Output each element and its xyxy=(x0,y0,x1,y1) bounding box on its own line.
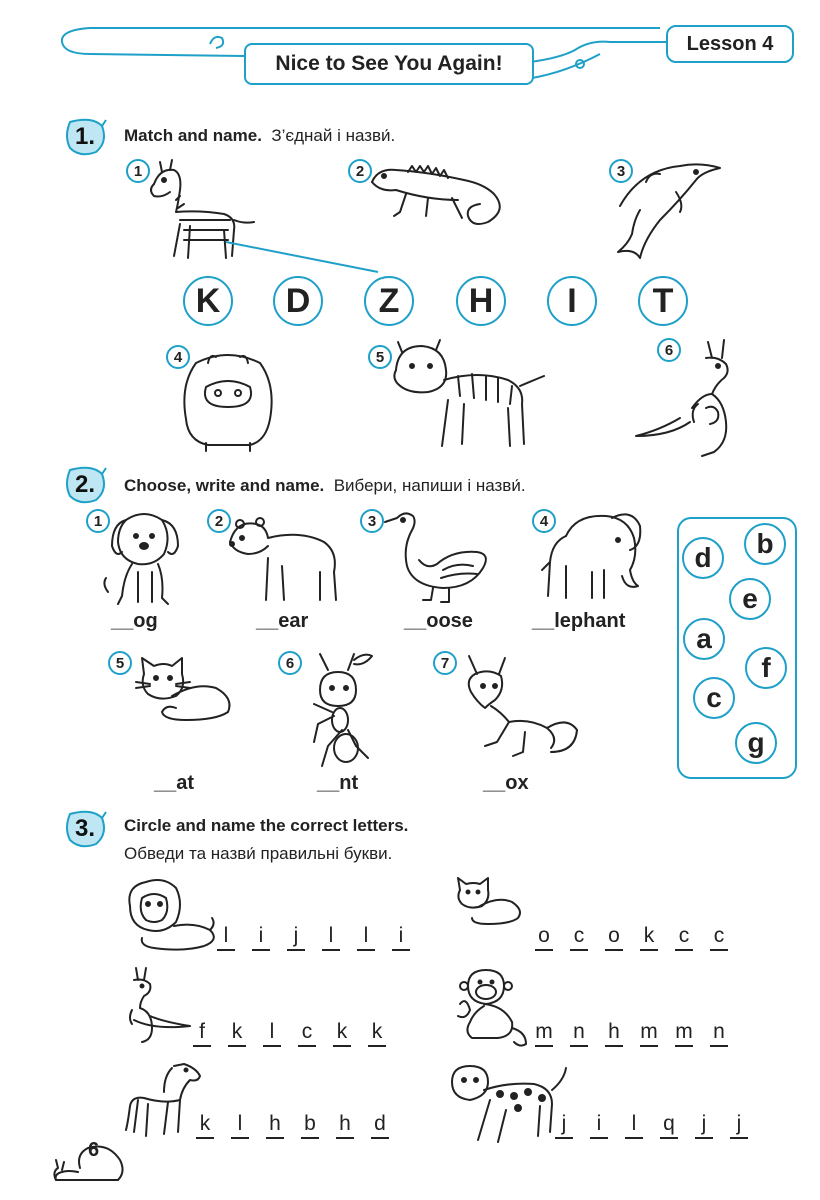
word-blank-fox[interactable]: __ox xyxy=(483,772,529,794)
letter-choice-row4-1[interactable]: m xyxy=(535,1020,553,1047)
letter-choice-row1-4[interactable]: l xyxy=(322,924,340,951)
letter-choice-row4-5[interactable]: m xyxy=(675,1020,693,1047)
letter-choice-row1-2[interactable]: i xyxy=(252,924,270,951)
cat-small-icon xyxy=(454,876,524,926)
dog-icon xyxy=(98,506,194,610)
kangaroo-small-icon xyxy=(124,966,194,1046)
letter-option-z[interactable]: Z xyxy=(364,276,414,326)
task2-title-ua: Вибери, напиши і назви́. xyxy=(333,476,526,495)
letter-choice-row5-1[interactable]: k xyxy=(196,1112,214,1139)
cat-icon xyxy=(136,654,236,724)
letter-choice-row4-3[interactable]: h xyxy=(605,1020,623,1047)
option-letter-c[interactable]: c xyxy=(693,677,735,719)
task1-num-4: 4 xyxy=(166,345,190,369)
letter-choice-row6-6[interactable]: j xyxy=(730,1112,748,1139)
ant-icon xyxy=(298,650,378,770)
hippo-icon xyxy=(178,345,278,455)
horse-icon xyxy=(124,1060,204,1140)
task1-num-5: 5 xyxy=(368,345,392,369)
letter-choice-row2-1[interactable]: o xyxy=(535,924,553,951)
jaguar-icon xyxy=(448,1060,568,1146)
task2-num-5: 5 xyxy=(108,651,132,675)
letter-choice-row6-2[interactable]: i xyxy=(590,1112,608,1139)
word-blank-cat[interactable]: __at xyxy=(154,772,195,794)
task-badge-2: 2. xyxy=(62,464,108,506)
letter-choice-row6-1[interactable]: j xyxy=(555,1112,573,1139)
task3-title-ua: Обведи та назви́ правильні букви. xyxy=(124,844,393,863)
task2-num-1: 1 xyxy=(86,509,110,533)
lion-icon xyxy=(124,876,220,956)
task2-title-en: Choose, write and name. xyxy=(124,476,325,495)
iguana-icon xyxy=(368,160,518,240)
letter-choice-row2-5[interactable]: c xyxy=(675,924,693,951)
task1-num-1: 1 xyxy=(126,159,150,183)
fox-icon xyxy=(455,652,580,762)
letter-choice-row6-3[interactable]: l xyxy=(625,1112,643,1139)
letter-choice-row1-5[interactable]: l xyxy=(357,924,375,951)
task1-title-en: Match and name. xyxy=(124,126,262,145)
task1-num-2: 2 xyxy=(348,159,372,183)
letter-choice-row4-6[interactable]: n xyxy=(710,1020,728,1047)
monkey-icon xyxy=(454,966,534,1048)
kangaroo-icon xyxy=(630,338,740,463)
letter-choice-row3-5[interactable]: k xyxy=(333,1020,351,1047)
letter-choice-row1-6[interactable]: i xyxy=(392,924,410,951)
letter-choice-row5-4[interactable]: b xyxy=(301,1112,319,1139)
option-letter-b[interactable]: b xyxy=(744,523,786,565)
elephant-icon xyxy=(536,506,646,606)
letter-option-t[interactable]: T xyxy=(638,276,688,326)
letter-option-h[interactable]: H xyxy=(456,276,506,326)
letter-choice-row5-6[interactable]: d xyxy=(371,1112,389,1139)
task2-num-4: 4 xyxy=(532,509,556,533)
letter-choice-row2-3[interactable]: o xyxy=(605,924,623,951)
letter-choice-row3-4[interactable]: c xyxy=(298,1020,316,1047)
letter-choice-row6-5[interactable]: j xyxy=(695,1112,713,1139)
letter-choice-row3-3[interactable]: l xyxy=(263,1020,281,1047)
letter-choice-row1-3[interactable]: j xyxy=(287,924,305,951)
lesson-label: Lesson 4 xyxy=(666,25,794,63)
word-blank-goose[interactable]: __oose xyxy=(404,610,473,632)
word-blank-bear[interactable]: __ear xyxy=(256,610,309,632)
letter-option-k[interactable]: K xyxy=(183,276,233,326)
task1-title-ua: З’єднай і назви́. xyxy=(271,126,396,145)
task2-num-6: 6 xyxy=(278,651,302,675)
word-blank-elephant[interactable]: __lephant xyxy=(532,610,626,632)
letter-choice-row3-1[interactable]: f xyxy=(193,1020,211,1047)
letter-choice-row6-4[interactable]: q xyxy=(660,1112,678,1139)
letter-choice-row2-2[interactable]: c xyxy=(570,924,588,951)
option-letter-d[interactable]: d xyxy=(682,537,724,579)
task3-title-en: Circle and name the correct letters. xyxy=(124,816,409,835)
word-blank-dog[interactable]: __og xyxy=(111,610,158,632)
task2-num-7: 7 xyxy=(433,651,457,675)
option-letter-e[interactable]: e xyxy=(729,578,771,620)
task2-num-2: 2 xyxy=(207,509,231,533)
letter-choice-row2-6[interactable]: c xyxy=(710,924,728,951)
option-letter-a[interactable]: a xyxy=(683,618,725,660)
letter-choice-row5-2[interactable]: l xyxy=(231,1112,249,1139)
letter-option-i[interactable]: I xyxy=(547,276,597,326)
letter-choice-row4-4[interactable]: m xyxy=(640,1020,658,1047)
letter-choice-row2-4[interactable]: k xyxy=(640,924,658,951)
letter-choice-row3-2[interactable]: k xyxy=(228,1020,246,1047)
task1-num-6: 6 xyxy=(657,338,681,362)
word-blank-ant[interactable]: __nt xyxy=(317,772,359,794)
goose-icon xyxy=(383,508,493,604)
task2-num-3: 3 xyxy=(360,509,384,533)
task-badge-1: 1. xyxy=(62,116,108,158)
tiger-icon xyxy=(388,340,548,455)
dolphin-icon xyxy=(610,160,730,270)
page-number: 6 xyxy=(88,1139,100,1161)
task2-instruction xyxy=(124,476,526,496)
option-letter-g[interactable]: g xyxy=(735,722,777,764)
letter-choice-row3-6[interactable]: k xyxy=(368,1020,386,1047)
option-letter-f[interactable]: f xyxy=(745,647,787,689)
letter-choice-row4-2[interactable]: n xyxy=(570,1020,588,1047)
task1-num-3: 3 xyxy=(609,159,633,183)
bear-icon xyxy=(226,512,346,608)
page-title: Nice to See You Again! xyxy=(244,43,534,85)
letter-choice-row1-1[interactable]: l xyxy=(217,924,235,951)
letter-choice-row5-5[interactable]: h xyxy=(336,1112,354,1139)
task-badge-3: 3. xyxy=(62,808,108,850)
letter-option-d[interactable]: D xyxy=(273,276,323,326)
letter-choice-row5-3[interactable]: h xyxy=(266,1112,284,1139)
